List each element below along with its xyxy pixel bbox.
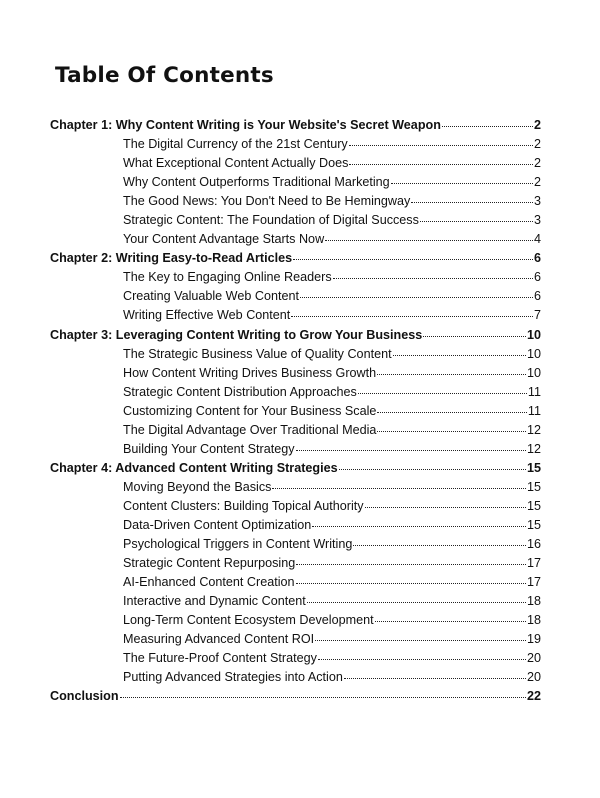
toc-section-entry[interactable] bbox=[50, 154, 541, 173]
toc-section-entry[interactable] bbox=[50, 173, 541, 192]
toc-entry-label: Content Clusters: Building Topical Authority bbox=[123, 498, 364, 513]
toc-dot-leader bbox=[291, 316, 533, 317]
toc-dot-leader bbox=[318, 659, 526, 660]
toc-dot-leader bbox=[293, 259, 533, 260]
toc-entry-page-number: 11 bbox=[527, 384, 541, 399]
toc-entry-page-number: 22 bbox=[526, 689, 541, 704]
toc-section-entry[interactable] bbox=[50, 211, 541, 230]
toc-dot-leader bbox=[353, 545, 526, 546]
toc-entry-page-number: 3 bbox=[533, 194, 541, 209]
toc-section-entry[interactable] bbox=[50, 402, 541, 421]
toc-dot-leader bbox=[377, 374, 526, 375]
toc-dot-leader bbox=[393, 355, 526, 356]
toc-chapter-entry[interactable] bbox=[50, 249, 541, 268]
toc-entry-label: Strategic Content Distribution Approaches bbox=[123, 384, 357, 399]
toc-entry-page-number: 2 bbox=[533, 137, 541, 152]
toc-section-entry[interactable] bbox=[50, 611, 541, 630]
toc-entry-page-number: 18 bbox=[526, 594, 541, 609]
toc-entry-label: Writing Effective Web Content bbox=[123, 308, 291, 323]
toc-section-entry[interactable] bbox=[50, 478, 541, 497]
toc-dot-leader bbox=[120, 697, 526, 698]
toc-entry-page-number: 10 bbox=[526, 365, 541, 380]
toc-entry-label: Building Your Content Strategy bbox=[123, 441, 295, 456]
toc-chapter-entry[interactable] bbox=[50, 687, 541, 706]
toc-section-entry[interactable] bbox=[50, 516, 541, 535]
toc-chapter-entry[interactable] bbox=[50, 116, 541, 135]
toc-section-entry[interactable] bbox=[50, 421, 541, 440]
toc-entry-label: The Future-Proof Content Strategy bbox=[123, 651, 317, 666]
toc-entry-label: Why Content Outperforms Traditional Marketing bbox=[123, 175, 390, 190]
toc-entry-label: Your Content Advantage Starts Now bbox=[123, 232, 325, 247]
toc-dot-leader bbox=[377, 412, 527, 413]
toc-dot-leader bbox=[296, 583, 526, 584]
toc-entry-page-number: 19 bbox=[526, 632, 541, 647]
toc-entry-label: Interactive and Dynamic Content bbox=[123, 594, 306, 609]
toc-dot-leader bbox=[296, 450, 526, 451]
toc-dot-leader bbox=[423, 336, 526, 337]
toc-entry-label: The Good News: You Don't Need to Be Hemingway bbox=[123, 194, 411, 209]
page-title: Table Of Contents bbox=[55, 63, 274, 88]
toc-entry-page-number: 15 bbox=[526, 460, 541, 475]
toc-section-entry[interactable] bbox=[50, 306, 541, 325]
toc-entry-label: Customizing Content for Your Business Scale bbox=[123, 403, 377, 418]
toc-entry-page-number: 12 bbox=[526, 422, 541, 437]
toc-entry-page-number: 6 bbox=[533, 289, 541, 304]
toc-entry-page-number: 10 bbox=[526, 346, 541, 361]
toc-section-entry[interactable] bbox=[50, 649, 541, 668]
toc-section-entry[interactable] bbox=[50, 192, 541, 211]
toc-entry-label: AI-Enhanced Content Creation bbox=[123, 575, 295, 590]
toc-entry-label: Putting Advanced Strategies into Action bbox=[123, 670, 343, 685]
toc-entry-page-number: 20 bbox=[526, 651, 541, 666]
toc-entry-page-number: 15 bbox=[526, 517, 541, 532]
toc-entry-page-number: 6 bbox=[533, 251, 541, 266]
toc-entry-page-number: 7 bbox=[533, 308, 541, 323]
toc-section-entry[interactable] bbox=[50, 440, 541, 459]
toc-dot-leader bbox=[420, 221, 533, 222]
toc-entry-page-number: 15 bbox=[526, 498, 541, 513]
toc-section-entry[interactable] bbox=[50, 668, 541, 687]
toc-section-entry[interactable] bbox=[50, 364, 541, 383]
toc-dot-leader bbox=[339, 469, 526, 470]
toc-entry-page-number: 15 bbox=[526, 479, 541, 494]
toc-entry-label: Strategic Content Repurposing bbox=[123, 556, 296, 571]
toc-entry-label: Data-Driven Content Optimization bbox=[123, 517, 312, 532]
toc-dot-leader bbox=[315, 640, 526, 641]
toc-list bbox=[50, 116, 541, 706]
toc-section-entry[interactable] bbox=[50, 287, 541, 306]
toc-entry-page-number: 3 bbox=[533, 213, 541, 228]
toc-section-entry[interactable] bbox=[50, 592, 541, 611]
toc-section-entry[interactable] bbox=[50, 345, 541, 364]
toc-entry-label: Chapter 3: Leveraging Content Writing to Grow Your Business bbox=[50, 327, 423, 342]
toc-section-entry[interactable] bbox=[50, 268, 541, 287]
toc-dot-leader bbox=[391, 183, 533, 184]
toc-entry-label: The Strategic Business Value of Quality Content bbox=[123, 346, 392, 361]
toc-dot-leader bbox=[349, 164, 533, 165]
toc-dot-leader bbox=[377, 431, 526, 432]
toc-entry-label: The Digital Advantage Over Traditional Media bbox=[123, 422, 377, 437]
toc-dot-leader bbox=[307, 602, 526, 603]
toc-entry-page-number: 20 bbox=[526, 670, 541, 685]
toc-entry-label: Conclusion bbox=[50, 689, 119, 704]
toc-dot-leader bbox=[296, 564, 526, 565]
toc-entry-label: Psychological Triggers in Content Writing bbox=[123, 537, 353, 552]
toc-entry-label: What Exceptional Content Actually Does bbox=[123, 156, 349, 171]
toc-chapter-entry[interactable] bbox=[50, 459, 541, 478]
toc-dot-leader bbox=[344, 678, 526, 679]
toc-dot-leader bbox=[365, 507, 526, 508]
toc-dot-leader bbox=[358, 393, 527, 394]
toc-dot-leader bbox=[411, 202, 533, 203]
toc-entry-page-number: 2 bbox=[533, 156, 541, 171]
toc-entry-page-number: 4 bbox=[533, 232, 541, 247]
toc-entry-page-number: 18 bbox=[526, 613, 541, 628]
toc-section-entry[interactable] bbox=[50, 554, 541, 573]
toc-entry-label: Moving Beyond the Basics bbox=[123, 479, 272, 494]
toc-entry-page-number: 2 bbox=[533, 175, 541, 190]
toc-entry-label: The Key to Engaging Online Readers bbox=[123, 270, 332, 285]
toc-dot-leader bbox=[272, 488, 526, 489]
toc-entry-page-number: 17 bbox=[526, 556, 541, 571]
toc-dot-leader bbox=[349, 145, 533, 146]
toc-entry-page-number: 10 bbox=[526, 327, 541, 342]
toc-entry-page-number: 16 bbox=[526, 537, 541, 552]
toc-dot-leader bbox=[333, 278, 533, 279]
toc-dot-leader bbox=[442, 126, 533, 127]
toc-dot-leader bbox=[325, 240, 533, 241]
toc-dot-leader bbox=[375, 621, 526, 622]
toc-entry-label: Measuring Advanced Content ROI bbox=[123, 632, 315, 647]
toc-section-entry[interactable] bbox=[50, 573, 541, 592]
toc-entry-label: The Digital Currency of the 21st Century bbox=[123, 137, 348, 152]
toc-entry-label: How Content Writing Drives Business Growth bbox=[123, 365, 377, 380]
toc-entry-page-number: 12 bbox=[526, 441, 541, 456]
toc-entry-page-number: 11 bbox=[527, 403, 541, 418]
toc-entry-label: Creating Valuable Web Content bbox=[123, 289, 299, 304]
toc-section-entry[interactable] bbox=[50, 383, 541, 402]
toc-entry-label: Strategic Content: The Foundation of Digital Success bbox=[123, 213, 419, 228]
toc-entry-page-number: 6 bbox=[533, 270, 541, 285]
toc-entry-label: Chapter 2: Writing Easy-to-Read Articles bbox=[50, 251, 293, 266]
toc-entry-label: Chapter 4: Advanced Content Writing Strategies bbox=[50, 460, 338, 475]
toc-entry-page-number: 17 bbox=[526, 575, 541, 590]
toc-section-entry[interactable] bbox=[50, 535, 541, 554]
toc-section-entry[interactable] bbox=[50, 497, 541, 516]
toc-dot-leader bbox=[312, 526, 526, 527]
toc-section-entry[interactable] bbox=[50, 135, 541, 154]
toc-dot-leader bbox=[300, 297, 533, 298]
toc-entry-label: Long-Term Content Ecosystem Development bbox=[123, 613, 374, 628]
toc-entry-page-number: 2 bbox=[533, 118, 541, 132]
toc-section-entry[interactable] bbox=[50, 230, 541, 249]
toc-chapter-entry[interactable] bbox=[50, 326, 541, 345]
toc-entry-label: Chapter 1: Why Content Writing is Your Website's Secret Weapon bbox=[50, 118, 441, 132]
toc-section-entry[interactable] bbox=[50, 630, 541, 649]
